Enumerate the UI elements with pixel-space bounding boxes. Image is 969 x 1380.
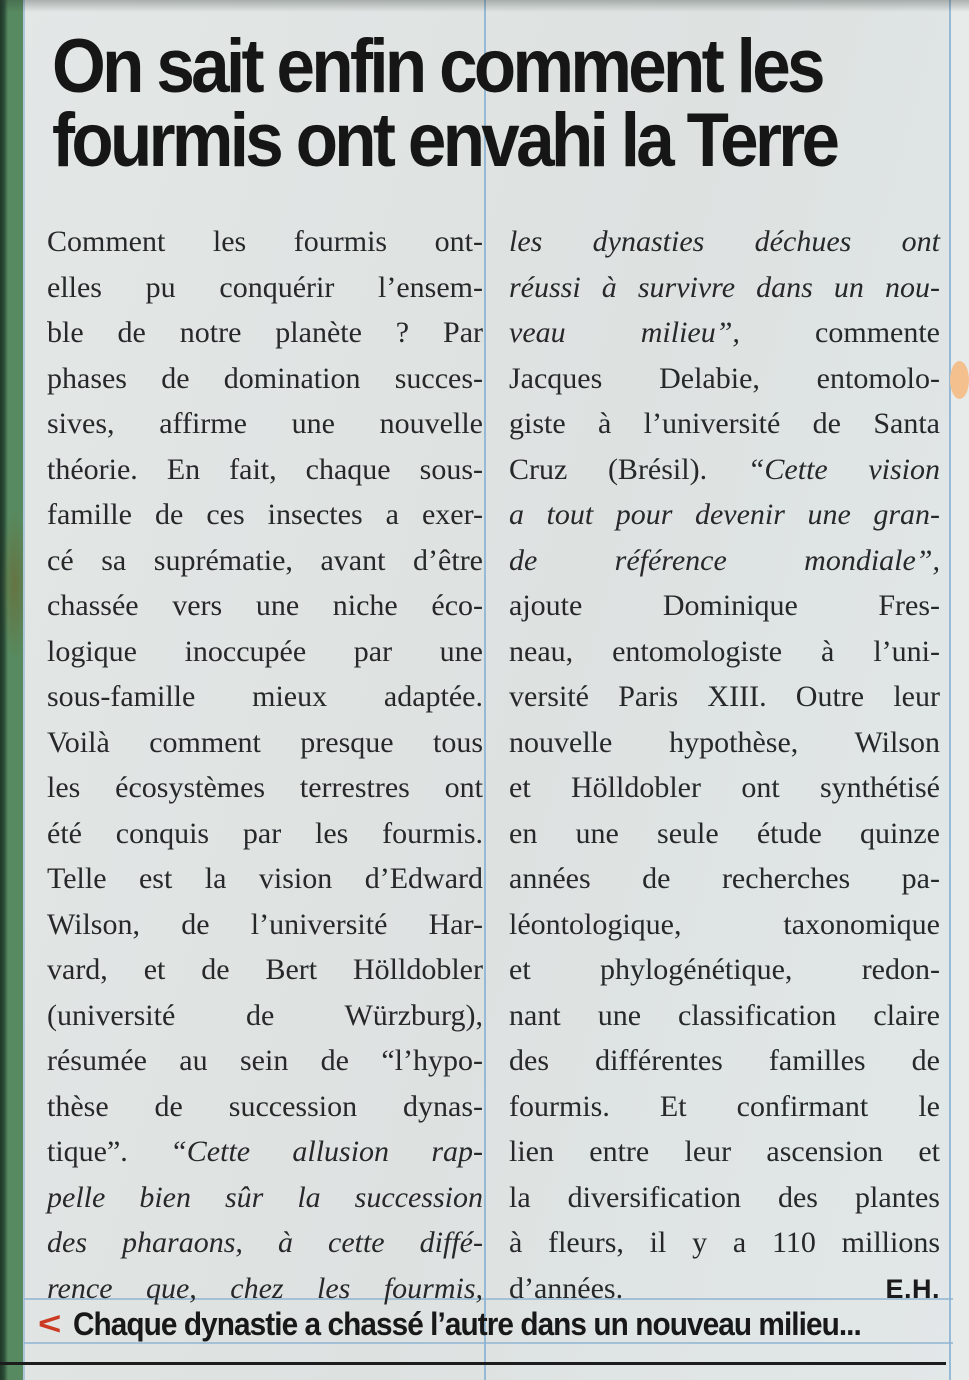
text-line bbox=[47, 1175, 483, 1221]
text-segment: d’années. bbox=[509, 1271, 624, 1305]
article-column-right bbox=[509, 219, 940, 1311]
text-line bbox=[47, 310, 483, 356]
text-segment: a tout pour devenir une gran- bbox=[509, 498, 940, 531]
caption-text: Chaque dynastie a chassé l’autre dans un nouveau milieu... bbox=[73, 1306, 862, 1342]
text-segment: tique”. bbox=[47, 1135, 171, 1168]
text-line bbox=[47, 1220, 483, 1266]
text-line bbox=[47, 765, 483, 811]
text-line bbox=[47, 219, 483, 265]
text-segment: cé sa suprématie, avant d’être bbox=[47, 543, 483, 577]
text-line bbox=[509, 902, 940, 948]
text-line bbox=[47, 674, 483, 720]
text-line bbox=[47, 492, 483, 538]
text-segment: Comment les fourmis ont- bbox=[47, 225, 483, 258]
right-guide-line bbox=[949, 0, 951, 1380]
text-segment: (université de Würzburg), bbox=[47, 998, 483, 1032]
text-line bbox=[509, 720, 940, 766]
article-column-left bbox=[47, 219, 483, 1311]
text-line bbox=[509, 674, 940, 720]
text-segment: résumée au sein de “l’hypo- bbox=[47, 1044, 483, 1077]
text-segment: ajoute Dominique Fres- bbox=[509, 589, 940, 622]
text-segment: de référence mondiale”, bbox=[509, 543, 940, 577]
text-segment: commente bbox=[739, 316, 940, 349]
text-segment: neau, entomologiste à l’uni- bbox=[509, 634, 940, 668]
text-line bbox=[509, 856, 940, 902]
text-segment: été conquis par les fourmis. bbox=[47, 816, 483, 850]
text-line bbox=[509, 356, 940, 402]
text-segment: Cruz (Brésil). bbox=[509, 452, 748, 486]
text-segment: phases de domination succes- bbox=[47, 361, 483, 395]
text-segment: lien entre leur ascension et bbox=[509, 1135, 940, 1168]
text-segment: et Hölldobler ont synthétisé bbox=[509, 771, 940, 804]
text-segment: léontologique, taxonomique bbox=[509, 907, 940, 941]
text-segment: pelle bien sûr la succession bbox=[47, 1180, 483, 1214]
text-line bbox=[509, 1038, 940, 1084]
text-segment: des différentes familles de bbox=[509, 1044, 940, 1077]
text-line bbox=[47, 947, 483, 993]
text-segment: thèse de succession dynas- bbox=[47, 1089, 483, 1123]
text-line bbox=[47, 811, 483, 857]
text-segment: vard, et de Bert Hölldobler bbox=[47, 953, 483, 986]
text-line bbox=[509, 993, 940, 1039]
text-segment: fourmis. Et confirmant le bbox=[509, 1089, 940, 1123]
text-line bbox=[509, 401, 940, 447]
text-line bbox=[47, 265, 483, 311]
text-line bbox=[509, 583, 940, 629]
text-segment: nant une classification claire bbox=[509, 998, 940, 1032]
text-line bbox=[47, 1038, 483, 1084]
text-segment: nouvelle hypothèse, Wilson bbox=[509, 725, 940, 759]
text-segment: les dynasties déchues ont bbox=[509, 225, 940, 258]
text-line bbox=[509, 265, 940, 311]
right-margin-paper bbox=[951, 0, 969, 1380]
text-segment: à fleurs, il y a 110 millions bbox=[509, 1226, 940, 1259]
text-line bbox=[509, 947, 940, 993]
text-segment: giste à l’université de Santa bbox=[509, 407, 940, 440]
text-segment: et phylogénétique, redon- bbox=[509, 953, 940, 986]
text-segment: Voilà comment presque tous bbox=[47, 725, 483, 759]
text-segment: réussi à survivre dans un nou- bbox=[509, 270, 940, 304]
text-segment: ble de notre planète ? Par bbox=[47, 316, 483, 349]
text-segment: Wilson, de l’université Har- bbox=[47, 907, 483, 941]
caption-arrow-icon: < bbox=[38, 1306, 62, 1342]
text-line bbox=[47, 629, 483, 675]
orange-scan-artifact bbox=[950, 361, 969, 399]
text-segment: des pharaons, à cette diffé- bbox=[47, 1226, 483, 1259]
text-line bbox=[509, 629, 940, 675]
text-segment: versité Paris XIII. Outre leur bbox=[509, 680, 940, 713]
text-segment: théorie. En fait, chaque sous- bbox=[47, 452, 483, 486]
text-line bbox=[47, 1129, 483, 1175]
text-segment: logique inoccupée par une bbox=[47, 634, 483, 668]
text-line bbox=[509, 310, 940, 356]
text-line bbox=[47, 583, 483, 629]
text-line bbox=[509, 219, 940, 265]
text-line bbox=[47, 401, 483, 447]
text-segment: sous-famille mieux adaptée. bbox=[47, 680, 483, 713]
text-line bbox=[509, 1220, 940, 1266]
text-line bbox=[509, 1084, 940, 1130]
text-line bbox=[509, 447, 940, 493]
author-initials: E.H. bbox=[623, 1273, 940, 1304]
text-segment: elles pu conquérir l’ensem- bbox=[47, 270, 483, 304]
text-line bbox=[47, 538, 483, 584]
text-segment: “Cette allusion rap- bbox=[170, 1135, 483, 1168]
text-segment: Telle est la vision d’Edward bbox=[47, 862, 483, 895]
text-line bbox=[509, 538, 940, 584]
text-segment: la diversification des plantes bbox=[509, 1180, 940, 1214]
text-segment: années de recherches pa- bbox=[509, 862, 940, 895]
text-line bbox=[47, 356, 483, 402]
bottom-rule bbox=[0, 1362, 946, 1365]
spine-blotch bbox=[2, 510, 23, 660]
text-segment: les écosystèmes terrestres ont bbox=[47, 771, 483, 804]
text-line bbox=[509, 1175, 940, 1221]
text-segment: veau milieu”, bbox=[509, 316, 740, 349]
text-segment: en une seule étude quinze bbox=[509, 816, 940, 850]
column-divider-line bbox=[484, 0, 486, 1380]
text-segment: Jacques Delabie, entomolo- bbox=[509, 361, 940, 395]
text-line bbox=[47, 447, 483, 493]
text-segment: rence que, chez les fourmis, bbox=[47, 1271, 483, 1305]
text-segment: chassée vers une niche éco- bbox=[47, 589, 483, 622]
green-spine-strip bbox=[0, 0, 23, 1380]
spine-edge-guide-line bbox=[23, 0, 25, 1380]
text-line bbox=[47, 993, 483, 1039]
text-line bbox=[509, 492, 940, 538]
text-segment: famille de ces insectes a exer- bbox=[47, 498, 483, 531]
photo-caption bbox=[38, 1304, 921, 1344]
text-line bbox=[509, 1129, 940, 1175]
scan-top-shadow bbox=[0, 0, 969, 12]
headline-line-2: fourmis ont envahi la Terre bbox=[52, 98, 837, 183]
text-line bbox=[47, 720, 483, 766]
text-segment: “Cette vision bbox=[747, 452, 940, 486]
headline-line-1: On sait enfin comment les bbox=[52, 24, 822, 109]
text-segment: sives, affirme une nouvelle bbox=[47, 407, 483, 440]
text-line bbox=[47, 1084, 483, 1130]
article-headline bbox=[52, 24, 837, 183]
text-line bbox=[47, 902, 483, 948]
text-line bbox=[509, 811, 940, 857]
text-line bbox=[509, 765, 940, 811]
text-line bbox=[47, 856, 483, 902]
